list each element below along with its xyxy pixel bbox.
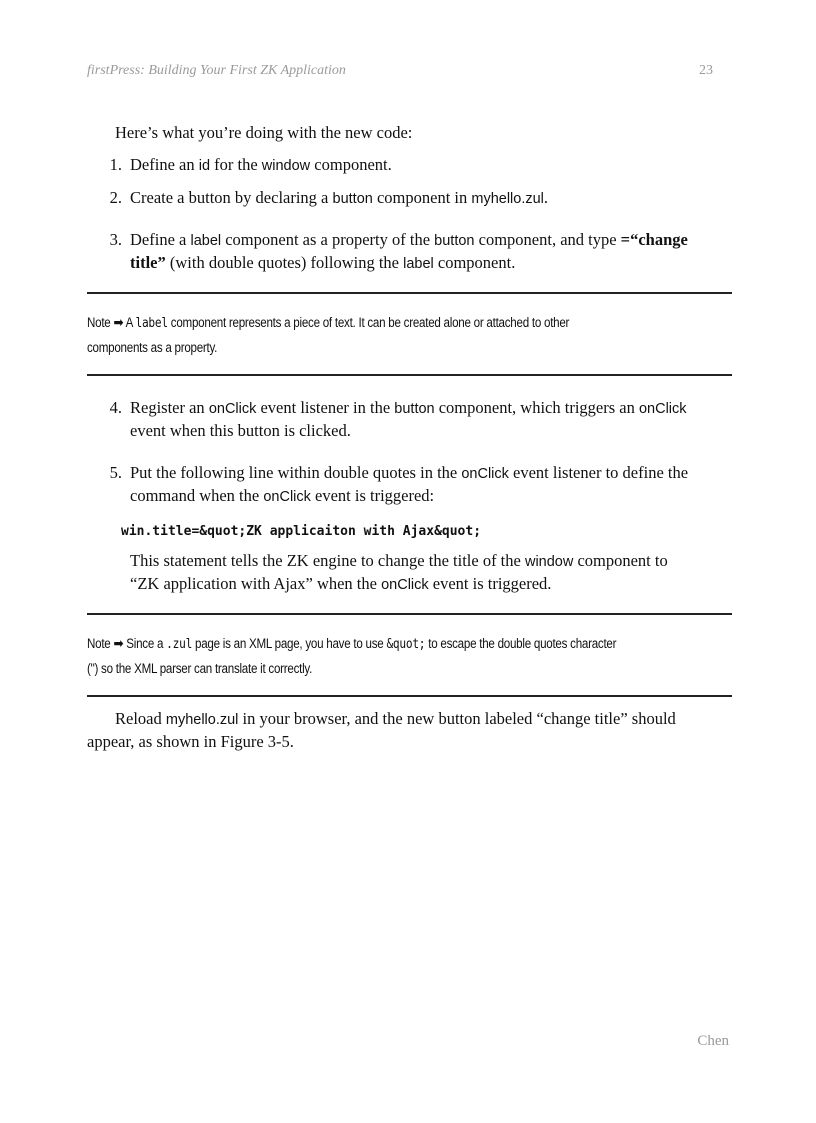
inline-code: onClick — [263, 489, 311, 505]
inline-code: onClick — [381, 577, 429, 593]
step-text: Create a button by declaring a button component in myhello.zul. — [130, 188, 549, 207]
divider — [87, 695, 732, 697]
arrow-right-icon: ➡ — [113, 314, 124, 330]
page-number: 23 — [699, 63, 713, 78]
step-number: 5. — [109, 463, 122, 482]
code-line: win.title=&quot;ZK applicaiton with Ajax&quot; — [121, 524, 482, 539]
arrow-right-icon: ➡ — [113, 635, 124, 651]
inline-code: onClick — [208, 401, 257, 417]
intro-paragraph: Here’s what you’re doing with the new code: — [115, 123, 413, 142]
divider — [87, 613, 732, 615]
divider — [87, 374, 732, 376]
step-text: Put the following line within double quotes in the onClick event listener to define the command when the onClick event is triggered: — [130, 463, 689, 505]
step-text: Register an onClick event listener in the button component, which triggers an onClick event when this button is clicked. — [130, 398, 687, 440]
step-number: 2. — [109, 188, 122, 207]
divider — [87, 292, 732, 294]
inline-code: myhello.zul — [471, 191, 544, 207]
page-content — [87, 122, 727, 753]
list-item — [87, 187, 727, 210]
note-box: Note ➡ Since a .zul page is an XML page, you have to use &quot; to escape the double quotes character (") so the XML parser can translate it correctly. — [87, 635, 617, 676]
note-box: Note ➡ A label component represents a piece of text. It can be created alone or attached to other components as a property. — [87, 314, 570, 355]
closing-paragraph: Reload myhello.zul in your browser, and the new button labeled “change title” should appear, as shown in Figure 3-5. — [87, 709, 676, 751]
list-item — [87, 397, 727, 442]
list-item — [87, 462, 727, 508]
list-item — [87, 229, 727, 275]
steps-list-b — [87, 397, 727, 508]
list-item — [87, 154, 727, 177]
statement-paragraph: This statement tells the ZK engine to change the title of the window component to “ZK application with Ajax” when the onClick event is triggered. — [130, 551, 668, 593]
step-text: Define an id for the window component. — [130, 155, 392, 174]
inline-code: label — [190, 233, 222, 249]
inline-code: window — [524, 554, 574, 570]
inline-code: button — [434, 233, 475, 249]
note-label: Note — [87, 315, 111, 330]
note-label: Note — [87, 636, 111, 651]
inline-code: .zul — [166, 637, 193, 652]
inline-code: button — [394, 401, 435, 417]
footer-author: Chen — [697, 1033, 729, 1049]
inline-code: onClick — [638, 401, 687, 417]
step-text: Define a label component as a property of the button component, and type =“change title” (with double quotes) following the label component. — [130, 230, 688, 272]
inline-code: &quot; — [386, 637, 426, 652]
step-number: 4. — [109, 398, 122, 417]
inline-code: label — [403, 256, 434, 272]
inline-code: label — [135, 316, 168, 331]
inline-code: onClick — [461, 466, 509, 482]
page-header — [87, 63, 713, 83]
inline-code: button — [332, 191, 373, 207]
step-number: 3. — [109, 230, 122, 249]
step-number: 1. — [109, 155, 122, 174]
inline-code: myhello.zul — [165, 712, 239, 728]
inline-code: id — [198, 158, 211, 174]
running-title: firstPress: Building Your First ZK Application — [87, 63, 346, 78]
inline-code: window — [261, 158, 311, 174]
steps-list-a — [87, 154, 727, 275]
code-block — [87, 522, 727, 540]
